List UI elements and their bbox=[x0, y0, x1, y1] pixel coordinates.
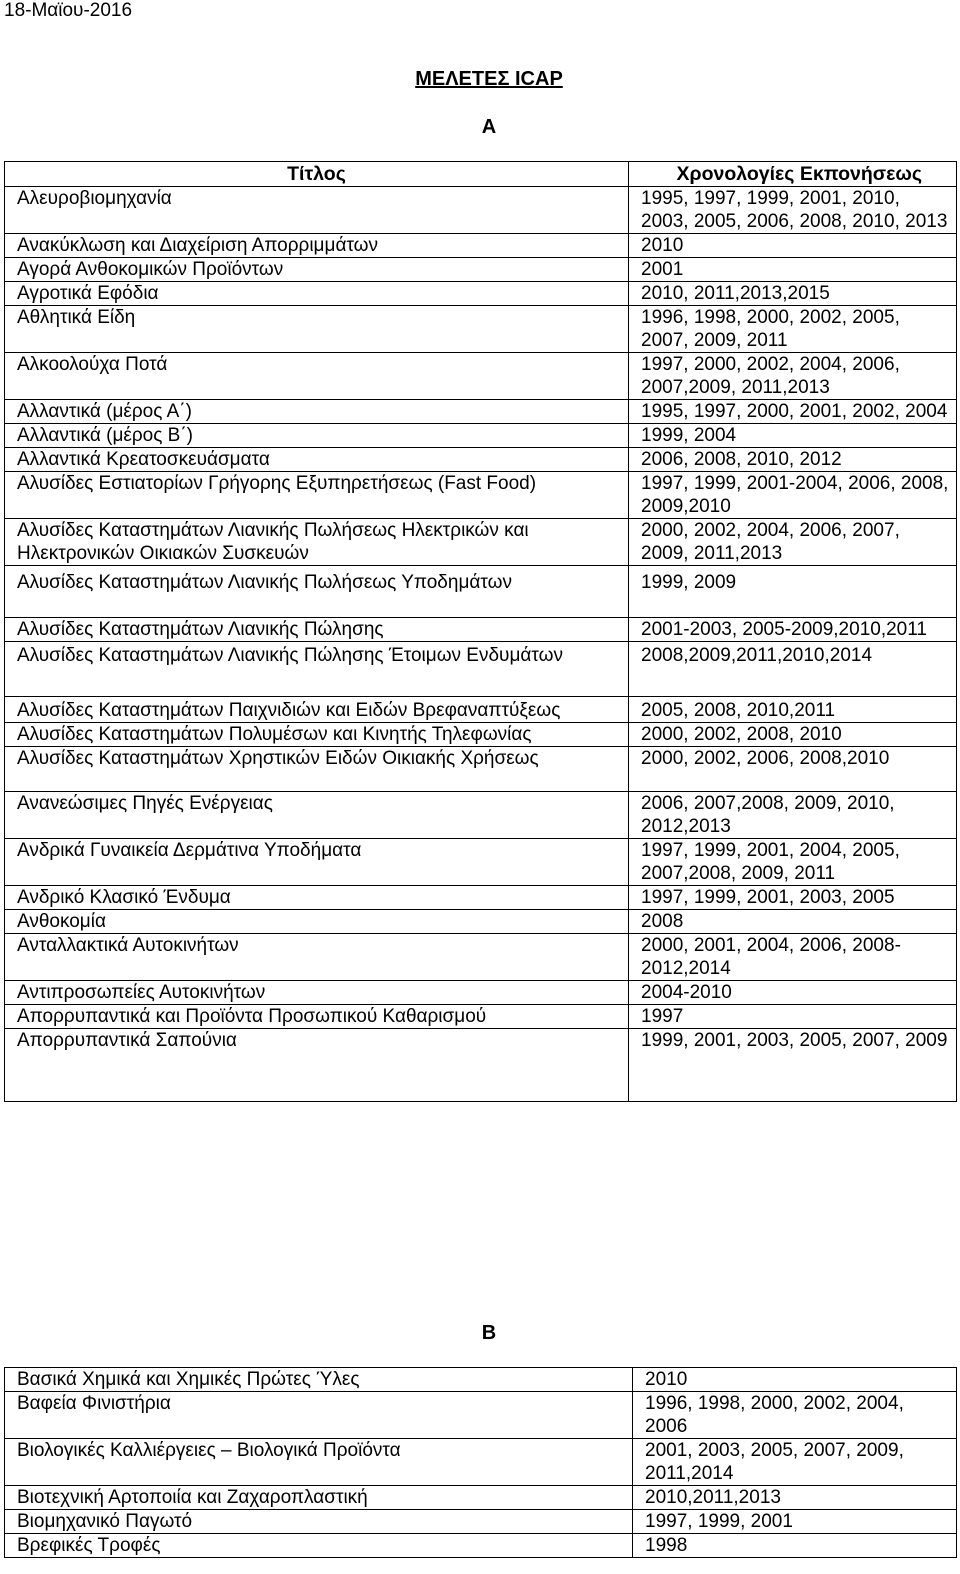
study-years: 1997, 1999, 2001, 2004, 2005, 2007,2008, 2009, 2011 bbox=[629, 839, 957, 886]
study-title: Απορρυπαντικά και Προϊόντα Προσωπικού Καθαρισμού bbox=[5, 1005, 629, 1029]
table-row bbox=[5, 1439, 957, 1486]
table-row bbox=[5, 747, 957, 792]
study-years: 2005, 2008, 2010,2011 bbox=[629, 697, 957, 723]
table-row bbox=[5, 910, 957, 934]
study-years: 2010, 2011,2013,2015 bbox=[629, 282, 957, 306]
table-row bbox=[5, 1392, 957, 1439]
study-years: 2010 bbox=[633, 1368, 957, 1392]
study-years: 1999, 2009 bbox=[629, 566, 957, 618]
study-years: 2010,2011,2013 bbox=[633, 1486, 957, 1510]
table-row bbox=[5, 448, 957, 472]
table-row bbox=[5, 400, 957, 424]
table-row bbox=[5, 519, 957, 566]
study-title: Αλυσίδες Καταστημάτων Λιανικής Πωλήσεως Ηλεκτρικών και Ηλεκτρονικών Οικιακών Συσκευών bbox=[5, 519, 629, 566]
study-title: Απορρυπαντικά Σαπούνια bbox=[5, 1029, 629, 1102]
table-row bbox=[5, 618, 957, 642]
table-row bbox=[5, 697, 957, 723]
study-title: Βιομηχανικό Παγωτό bbox=[5, 1510, 633, 1534]
table-row bbox=[5, 1486, 957, 1510]
table-row bbox=[5, 258, 957, 282]
table-row bbox=[5, 353, 957, 400]
study-years: 1997 bbox=[629, 1005, 957, 1029]
section-a-table bbox=[4, 161, 957, 1102]
study-title: Βιολογικές Καλλιέργειες – Βιολογικά Προϊόντα bbox=[5, 1439, 633, 1486]
study-years: 2008,2009,2011,2010,2014 bbox=[629, 642, 957, 697]
study-title: Αλλαντικά Κρεατοσκευάσματα bbox=[5, 448, 629, 472]
study-years: 2001 bbox=[629, 258, 957, 282]
study-title: Ανταλλακτικά Αυτοκινήτων bbox=[5, 934, 629, 981]
study-years: 1995, 1997, 2000, 2001, 2002, 2004 bbox=[629, 400, 957, 424]
study-years: 1999, 2001, 2003, 2005, 2007, 2009 bbox=[629, 1029, 957, 1102]
study-title: Αλυσίδες Καταστημάτων Λιανικής Πώλησης bbox=[5, 618, 629, 642]
study-title: Αλλαντικά (μέρος Β΄) bbox=[5, 424, 629, 448]
study-title: Αλυσίδες Καταστημάτων Παιχνιδιών και Ειδών Βρεφαναπτύξεως bbox=[5, 697, 629, 723]
table-row bbox=[5, 981, 957, 1005]
study-title: Ανακύκλωση και Διαχείριση Απορριμμάτων bbox=[5, 234, 629, 258]
table-row bbox=[5, 792, 957, 839]
study-years: 1997, 1999, 2001 bbox=[633, 1510, 957, 1534]
study-title: Αλυσίδες Καταστημάτων Λιανικής Πωλήσεως Υποδημάτων bbox=[5, 566, 629, 618]
table-row bbox=[5, 282, 957, 306]
table-row bbox=[5, 886, 957, 910]
study-title: Αλκοολούχα Ποτά bbox=[5, 353, 629, 400]
table-row bbox=[5, 234, 957, 258]
study-title: Αλυσίδες Καταστημάτων Χρηστικών Ειδών Οικιακής Χρήσεως bbox=[5, 747, 629, 792]
study-title: Αγροτικά Εφόδια bbox=[5, 282, 629, 306]
study-years: 2001, 2003, 2005, 2007, 2009, 2011,2014 bbox=[633, 1439, 957, 1486]
study-years: 2010 bbox=[629, 234, 957, 258]
section-b-heading: Β bbox=[481, 1322, 497, 1344]
document-title: ΜΕΛΕΤΕΣ ICAP bbox=[415, 68, 563, 90]
table-row bbox=[5, 1029, 957, 1102]
study-title: Αλευροβιομηχανία bbox=[5, 187, 629, 234]
table-row bbox=[5, 566, 957, 618]
study-title: Ανθοκομία bbox=[5, 910, 629, 934]
table-row bbox=[5, 424, 957, 448]
column-header-title: Τίτλος bbox=[5, 162, 629, 187]
study-title: Αλυσίδες Καταστημάτων Λιανικής Πώλησης Έτοιμων Ενδυμάτων bbox=[5, 642, 629, 697]
study-title: Ανδρικά Γυναικεία Δερμάτινα Υποδήματα bbox=[5, 839, 629, 886]
study-title: Αλλαντικά (μέρος Α΄) bbox=[5, 400, 629, 424]
section-a-heading: Α bbox=[481, 116, 497, 138]
study-years: 2008 bbox=[629, 910, 957, 934]
study-years: 2001-2003, 2005-2009,2010,2011 bbox=[629, 618, 957, 642]
table-row bbox=[5, 1005, 957, 1029]
study-years: 2000, 2001, 2004, 2006, 2008-2012,2014 bbox=[629, 934, 957, 981]
study-years: 2000, 2002, 2006, 2008,2010 bbox=[629, 747, 957, 792]
study-years: 2004-2010 bbox=[629, 981, 957, 1005]
study-years: 1999, 2004 bbox=[629, 424, 957, 448]
study-years: 2000, 2002, 2008, 2010 bbox=[629, 723, 957, 747]
study-years: 1998 bbox=[633, 1534, 957, 1558]
study-years: 1997, 1999, 2001, 2003, 2005 bbox=[629, 886, 957, 910]
study-title: Αθλητικά Είδη bbox=[5, 306, 629, 353]
table-row bbox=[5, 187, 957, 234]
table-row bbox=[5, 642, 957, 697]
table-row bbox=[5, 1368, 957, 1392]
table-row bbox=[5, 839, 957, 886]
study-title: Ανδρικό Κλασικό Ένδυμα bbox=[5, 886, 629, 910]
study-title: Βρεφικές Τροφές bbox=[5, 1534, 633, 1558]
study-years: 1995, 1997, 1999, 2001, 2010, 2003, 2005, 2006, 2008, 2010, 2013 bbox=[629, 187, 957, 234]
study-title: Αγορά Ανθοκομικών Προϊόντων bbox=[5, 258, 629, 282]
study-title: Αλυσίδες Εστιατορίων Γρήγορης Εξυπηρετήσεως (Fast Food) bbox=[5, 472, 629, 519]
study-title: Ανανεώσιμες Πηγές Ενέργειας bbox=[5, 792, 629, 839]
table-row bbox=[5, 934, 957, 981]
study-title: Βιοτεχνική Αρτοποιία και Ζαχαροπλαστική bbox=[5, 1486, 633, 1510]
table-row bbox=[5, 1534, 957, 1558]
table-row bbox=[5, 723, 957, 747]
study-years: 2006, 2007,2008, 2009, 2010, 2012,2013 bbox=[629, 792, 957, 839]
study-years: 1997, 2000, 2002, 2004, 2006, 2007,2009, 2011,2013 bbox=[629, 353, 957, 400]
section-b-table bbox=[4, 1367, 957, 1558]
study-years: 1996, 1998, 2000, 2002, 2005, 2007, 2009, 2011 bbox=[629, 306, 957, 353]
column-header-years: Χρονολογίες Εκπονήσεως bbox=[629, 162, 957, 187]
study-years: 1997, 1999, 2001-2004, 2006, 2008, 2009,2010 bbox=[629, 472, 957, 519]
table-row bbox=[5, 306, 957, 353]
study-years: 2006, 2008, 2010, 2012 bbox=[629, 448, 957, 472]
study-title: Βαφεία Φινιστήρια bbox=[5, 1392, 633, 1439]
study-title: Αλυσίδες Καταστημάτων Πολυμέσων και Κινητής Τηλεφωνίας bbox=[5, 723, 629, 747]
study-title: Αντιπροσωπείες Αυτοκινήτων bbox=[5, 981, 629, 1005]
table-row bbox=[5, 472, 957, 519]
table-header-row bbox=[5, 162, 957, 187]
table-row bbox=[5, 1510, 957, 1534]
study-years: 2000, 2002, 2004, 2006, 2007, 2009, 2011,2013 bbox=[629, 519, 957, 566]
document-date: 18-Μαϊου-2016 bbox=[4, 0, 133, 21]
study-title: Βασικά Χημικά και Χημικές Πρώτες Ύλες bbox=[5, 1368, 633, 1392]
study-years: 1996, 1998, 2000, 2002, 2004, 2006 bbox=[633, 1392, 957, 1439]
